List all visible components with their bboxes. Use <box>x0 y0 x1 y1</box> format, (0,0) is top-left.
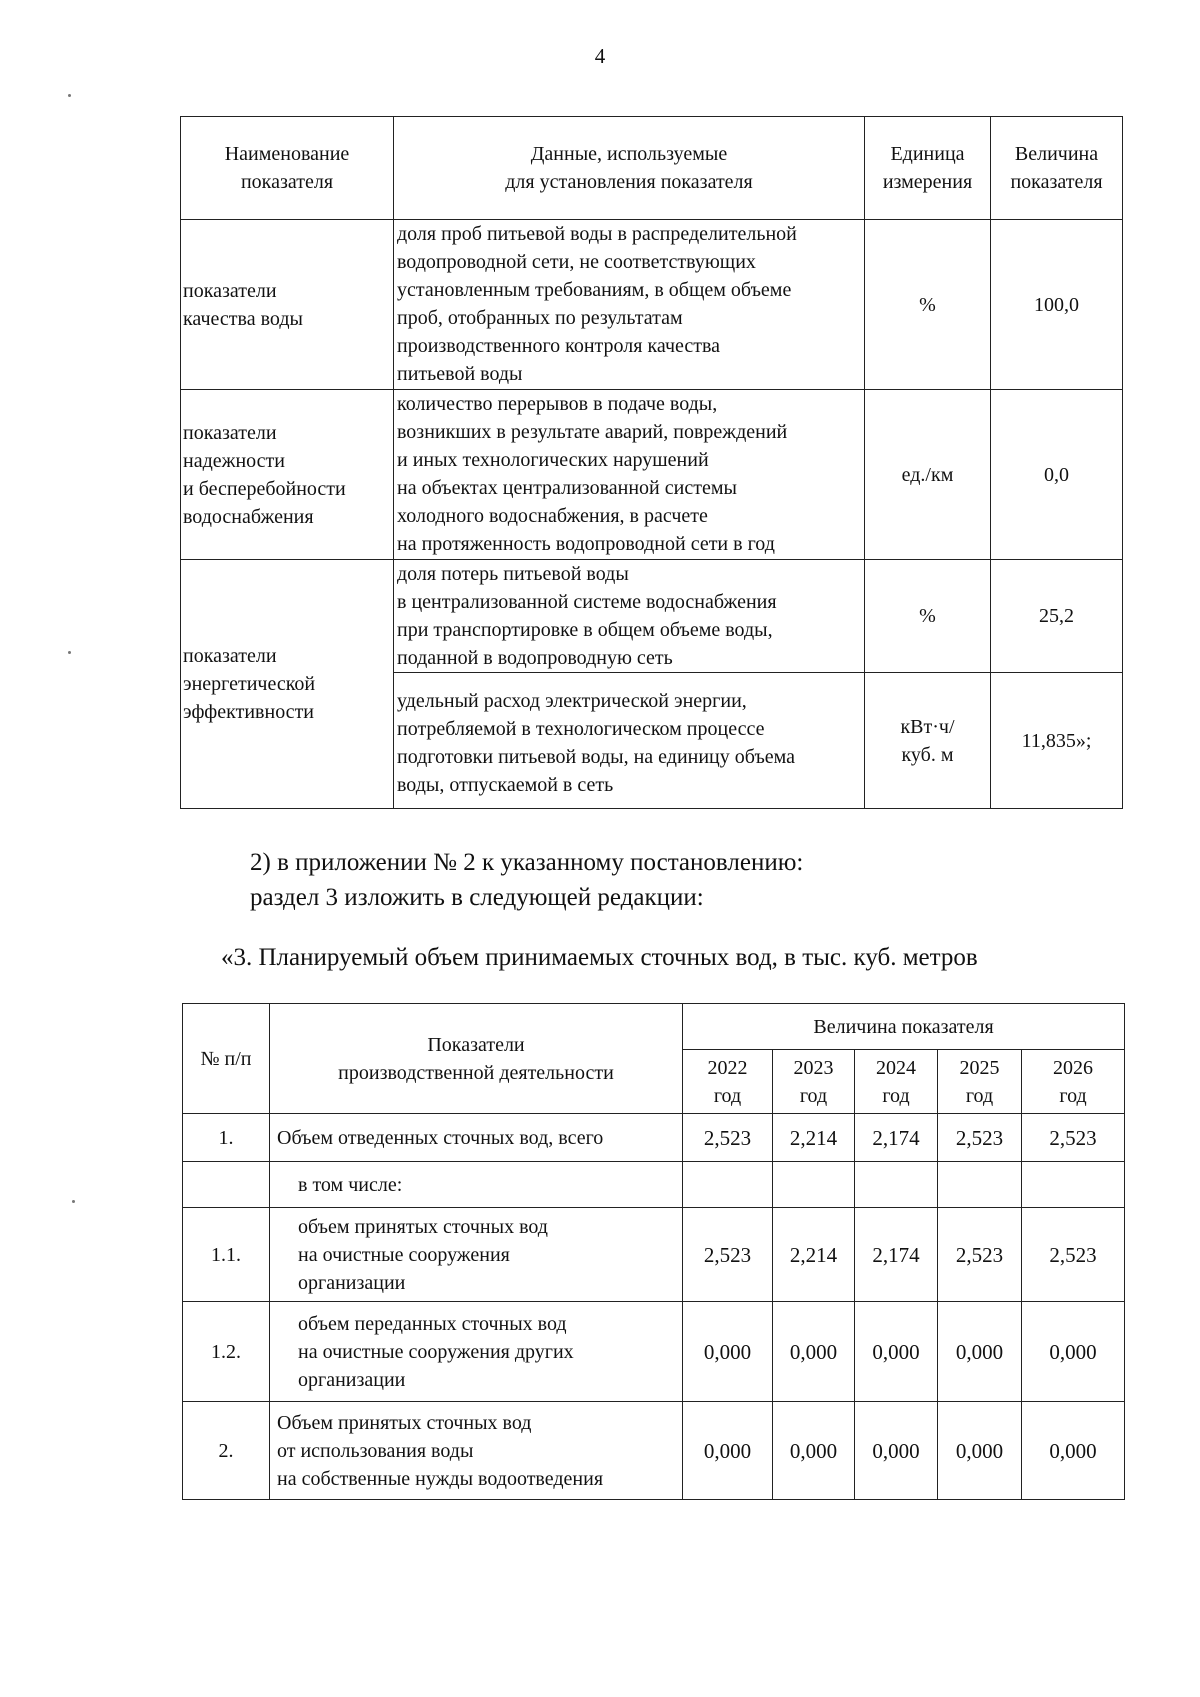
table-row <box>183 1114 1125 1162</box>
header-line: Данные, используемые <box>530 143 728 165</box>
row-number: 1.2. <box>183 1302 270 1402</box>
scan-speck <box>72 1200 75 1203</box>
scan-speck <box>68 94 71 97</box>
text-line: надежности <box>183 449 285 472</box>
indicator-unit: % <box>865 220 991 390</box>
text-line: объем принятых сточных вод <box>298 1215 548 1238</box>
amendment-line: раздел 3 изложить в следующей редакции: <box>250 884 704 911</box>
row-value: 0,000 <box>683 1302 773 1402</box>
row-label <box>270 1208 683 1302</box>
year-number: 2023 <box>793 1056 834 1079</box>
text-line: на очистные сооружения <box>298 1243 510 1266</box>
row-label: в том числе: <box>270 1162 683 1208</box>
row-value <box>683 1162 773 1208</box>
text-line: от использования воды <box>277 1439 474 1462</box>
year-number: 2024 <box>876 1056 916 1079</box>
text-line: показатели <box>183 421 277 444</box>
text-line: поданной в водопроводную сеть <box>397 647 673 669</box>
text-line: качества воды <box>183 307 303 330</box>
text-line: в централизованной системе водоснабжения <box>397 591 777 613</box>
header-data-used <box>394 117 865 220</box>
text-line: проб, отобранных по результатам <box>397 307 683 329</box>
year-word: год <box>1059 1084 1087 1107</box>
text-line: водоснабжения <box>183 505 314 528</box>
header-line: показателя <box>1010 171 1103 193</box>
row-value: 2,214 <box>773 1114 855 1162</box>
text-line: потребляемой в технологическом процессе <box>397 718 765 740</box>
text-line: холодного водоснабжения, в расчете <box>397 505 708 527</box>
row-value: 0,000 <box>1022 1402 1125 1500</box>
indicator-unit <box>865 673 991 809</box>
indicator-name <box>181 390 394 560</box>
text-line: количество перерывов в подаче воды, <box>397 393 718 415</box>
table-header-row <box>183 1004 1125 1050</box>
row-value: 2,523 <box>1022 1114 1125 1162</box>
table-row <box>181 390 1123 560</box>
header-year <box>773 1050 855 1114</box>
wastewater-volume-table <box>182 1003 1125 1500</box>
text-line: куб. м <box>901 743 954 766</box>
row-value <box>773 1162 855 1208</box>
table-row <box>181 220 1123 390</box>
year-word: год <box>799 1084 828 1107</box>
header-indicators <box>270 1004 683 1114</box>
year-word: год <box>965 1084 994 1107</box>
text-line: организации <box>298 1368 406 1391</box>
row-value: 0,000 <box>773 1302 855 1402</box>
row-value: 0,000 <box>855 1402 938 1500</box>
header-line: производственной деятельности <box>338 1061 614 1084</box>
text-line: показатели <box>183 645 277 667</box>
header-indicator-value: Величина показателя <box>683 1004 1125 1050</box>
table-header-row <box>181 117 1123 220</box>
row-value: 2,523 <box>938 1208 1022 1302</box>
row-value: 2,174 <box>855 1208 938 1302</box>
text-line: показатели <box>183 279 277 302</box>
header-unit <box>865 117 991 220</box>
year-number: 2025 <box>959 1056 1000 1079</box>
table-row <box>183 1208 1125 1302</box>
text-line: доля потерь питьевой воды <box>397 563 629 585</box>
header-line: Наименование <box>224 143 350 165</box>
text-line: удельный расход электрической энергии, <box>397 690 747 712</box>
text-line: возникших в результате аварий, повреждений <box>397 421 788 443</box>
indicator-description <box>394 673 865 809</box>
year-number: 2022 <box>707 1056 748 1079</box>
header-line: измерения <box>882 171 973 193</box>
header-row-number: № п/п <box>183 1004 270 1114</box>
row-value: 0,000 <box>773 1402 855 1500</box>
year-number: 2026 <box>1053 1056 1094 1079</box>
row-value <box>855 1162 938 1208</box>
page-number: 4 <box>594 44 606 68</box>
header-line: для установления показателя <box>505 171 753 193</box>
text-line: Объем принятых сточных вод <box>277 1411 532 1434</box>
text-line: установленным требованиям, в общем объеме <box>397 279 792 301</box>
header-value <box>991 117 1123 220</box>
indicator-value: 100,0 <box>991 220 1123 390</box>
text-line: производственного контроля качества <box>397 335 721 357</box>
indicator-name <box>181 560 394 809</box>
row-value: 2,523 <box>938 1114 1022 1162</box>
header-year <box>683 1050 773 1114</box>
row-number: 1.1. <box>183 1208 270 1302</box>
row-value <box>938 1162 1022 1208</box>
year-word: год <box>713 1084 742 1107</box>
row-value: 0,000 <box>683 1402 773 1500</box>
text-line: объем переданных сточных вод <box>298 1312 567 1335</box>
indicator-unit: % <box>865 560 991 673</box>
table-row <box>183 1302 1125 1402</box>
indicator-description <box>394 560 865 673</box>
header-line: Величина <box>1014 143 1099 165</box>
indicator-unit: ед./км <box>865 390 991 560</box>
indicator-description <box>394 220 865 390</box>
indicator-description <box>394 390 865 560</box>
text-line: на протяженность водопроводной сети в год <box>397 533 775 555</box>
text-line: доля проб питьевой воды в распределительной <box>397 223 797 245</box>
header-line: показателя <box>240 171 334 193</box>
row-value: 0,000 <box>855 1302 938 1402</box>
text-line: организации <box>298 1271 406 1294</box>
text-line: и бесперебойности <box>183 477 346 500</box>
text-line: водопроводной сети, не соответствующих <box>397 251 756 273</box>
year-word: год <box>882 1084 910 1107</box>
row-number <box>183 1162 270 1208</box>
table-row <box>183 1162 1125 1208</box>
text-line: подготовки питьевой воды, на единицу объема <box>397 746 796 768</box>
text-line: эффективности <box>183 701 315 723</box>
table-row <box>183 1402 1125 1500</box>
row-value: 0,000 <box>1022 1302 1125 1402</box>
text-line: на собственные нужды водоотведения <box>277 1467 604 1490</box>
header-indicator-name <box>181 117 394 220</box>
section-title: «3. Планируемый объем принимаемых сточных вод, в тыс. куб. метров <box>221 944 978 971</box>
text-line: кВт·ч/ <box>900 715 955 738</box>
table-row <box>181 560 1123 673</box>
row-value: 2,174 <box>855 1114 938 1162</box>
text-line: воды, отпускаемой в сеть <box>397 774 614 796</box>
text-line: питьевой воды <box>397 363 523 385</box>
header-line: Единица <box>890 143 965 165</box>
row-label <box>270 1302 683 1402</box>
row-label <box>270 1402 683 1500</box>
row-value: 2,523 <box>683 1208 773 1302</box>
row-value: 0,000 <box>938 1302 1022 1402</box>
row-value: 2,523 <box>1022 1208 1125 1302</box>
indicator-name <box>181 220 394 390</box>
text-line: при транспортировке в общем объеме воды, <box>397 619 773 641</box>
header-year <box>938 1050 1022 1114</box>
indicator-value: 11,835»; <box>991 673 1123 809</box>
amendment-line: 2) в приложении № 2 к указанному постановлению: <box>250 849 804 876</box>
row-value <box>1022 1162 1125 1208</box>
text-line: энергетической <box>183 673 316 695</box>
scan-speck <box>68 651 71 654</box>
row-label: Объем отведенных сточных вод, всего <box>270 1114 683 1162</box>
row-value: 0,000 <box>938 1402 1022 1500</box>
row-number: 1. <box>183 1114 270 1162</box>
row-value: 2,523 <box>683 1114 773 1162</box>
indicators-table <box>180 116 1123 809</box>
indicator-value: 25,2 <box>991 560 1123 673</box>
header-year <box>855 1050 938 1114</box>
row-number: 2. <box>183 1402 270 1500</box>
text-line: на объектах централизованной системы <box>397 477 737 499</box>
header-year <box>1022 1050 1125 1114</box>
text-line: на очистные сооружения других <box>298 1340 574 1363</box>
text-line: и иных технологических нарушений <box>397 449 709 471</box>
indicator-value: 0,0 <box>991 390 1123 560</box>
header-line: Показатели <box>427 1033 525 1056</box>
row-value: 2,214 <box>773 1208 855 1302</box>
